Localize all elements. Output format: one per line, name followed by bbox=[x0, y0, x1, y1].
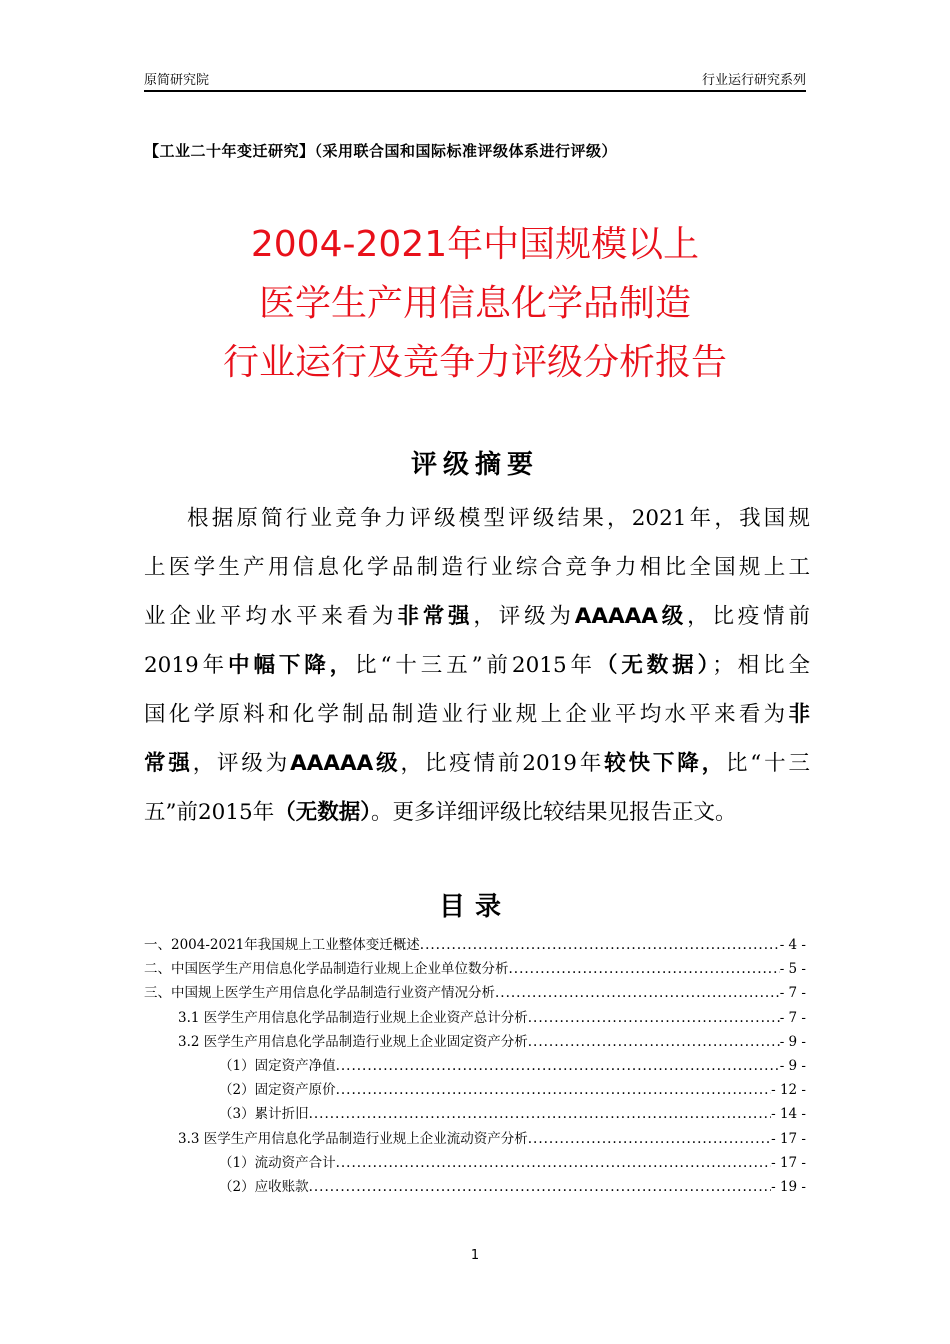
toc-leader-dots bbox=[336, 1151, 772, 1175]
summary-text: ，评级为 bbox=[192, 751, 291, 776]
toc-entry-page: - 7 - bbox=[779, 985, 806, 1002]
toc-leader-dots bbox=[309, 1102, 772, 1126]
toc-entry-label: 三、中国规上医学生产用信息化学品制造行业资产情况分析 bbox=[144, 985, 495, 1002]
toc-entry[interactable] bbox=[144, 1175, 806, 1199]
summary-line bbox=[144, 739, 810, 788]
page-number: 1 bbox=[470, 1248, 480, 1263]
summary-text: 。更多详细评级比较结果见报告正文。 bbox=[370, 800, 737, 825]
toc-entry[interactable] bbox=[144, 1054, 806, 1078]
emphasis-text: 非常强 bbox=[397, 604, 474, 629]
toc-entry-label: （1）流动资产合计 bbox=[219, 1154, 336, 1171]
summary-line bbox=[144, 690, 810, 739]
emphasis-text: 非 bbox=[788, 702, 810, 727]
summary-text: ；相比全 bbox=[712, 653, 810, 678]
toc-leader-dots bbox=[420, 933, 780, 957]
toc-entry-page: - 14 - bbox=[771, 1106, 806, 1123]
toc-heading: 目录 bbox=[438, 892, 511, 922]
toc-entry-page: - 4 - bbox=[779, 937, 806, 953]
emphasis-text: 中幅下降， bbox=[228, 653, 356, 678]
toc-leader-dots bbox=[309, 1175, 772, 1199]
page-header bbox=[144, 66, 806, 92]
summary-text: 五”前2015年 bbox=[144, 800, 275, 825]
toc-leader-dots bbox=[528, 1030, 780, 1054]
summary-text: 业企业平均水平来看为 bbox=[144, 604, 398, 629]
toc-entry[interactable] bbox=[144, 1151, 806, 1175]
toc-entry-label: 3.3 医学生产用信息化学品制造行业规上企业流动资产分析 bbox=[178, 1130, 528, 1147]
emphasis-text: 常强 bbox=[144, 751, 193, 776]
toc-entry-label: （2）固定资产原价 bbox=[219, 1082, 336, 1099]
toc-entry-page: - 9 - bbox=[779, 1057, 806, 1074]
toc-entry-label: （3）累计折旧 bbox=[219, 1106, 309, 1123]
emphasis-text: AAAAA级 bbox=[574, 604, 688, 629]
report-title bbox=[0, 215, 950, 392]
toc-entry[interactable] bbox=[144, 1030, 806, 1054]
title-line: 行业运行及竞争力评级分析报告 bbox=[222, 342, 727, 383]
toc-entry-page: - 9 - bbox=[779, 1033, 806, 1050]
toc-entry[interactable] bbox=[144, 981, 806, 1005]
summary-text: 上医学生产用信息化学品制造行业综合竞争力相比全国规上工 bbox=[144, 555, 810, 580]
toc-entry-label: 3.1 医学生产用信息化学品制造行业规上企业资产总计分析 bbox=[178, 1009, 528, 1026]
summary-line bbox=[144, 641, 810, 690]
toc-entry-page: - 17 - bbox=[771, 1154, 806, 1171]
toc-entry-label: 二、中国医学生产用信息化学品制造行业规上企业单位数分析 bbox=[144, 961, 509, 978]
toc-entry[interactable] bbox=[144, 933, 806, 957]
toc-entry[interactable] bbox=[144, 1127, 806, 1151]
summary-text: 根据原简行业竞争力评级模型评级结果，2021年，我国规 bbox=[187, 506, 810, 531]
toc-entry-label: 3.2 医学生产用信息化学品制造行业规上企业固定资产分析 bbox=[178, 1033, 528, 1050]
emphasis-text: 较快下降， bbox=[604, 751, 726, 776]
summary-text: ，比疫情前2019年 bbox=[400, 751, 605, 776]
summary-line bbox=[144, 592, 810, 641]
summary-text: ，评级为 bbox=[473, 604, 575, 629]
toc-entry-page: - 19 - bbox=[771, 1178, 806, 1195]
toc-entry[interactable] bbox=[144, 957, 806, 981]
series-label: 【工业二十年变迁研究】（采用联合国和国际标准评级体系进行评级） bbox=[144, 142, 618, 160]
emphasis-text: （无数据） bbox=[595, 653, 713, 678]
summary-text: 国化学原料和化学制品制造业行业规上企业平均水平来看为 bbox=[144, 702, 789, 727]
toc-leader-dots bbox=[528, 1006, 780, 1030]
summary-text: 比“十三五”前2015年 bbox=[355, 653, 596, 678]
toc-leader-dots bbox=[336, 1078, 772, 1102]
toc-entry-label: （2）应收账款 bbox=[219, 1178, 309, 1195]
toc-entry[interactable] bbox=[144, 1102, 806, 1126]
title-line: 医学生产用信息化学品制造 bbox=[258, 283, 691, 324]
header-left: 原简研究院 bbox=[144, 73, 210, 88]
summary-text: 2019年 bbox=[144, 653, 229, 678]
toc-entry-label: 一、2004-2021年我国规上工业整体变迁概述 bbox=[144, 937, 420, 953]
summary-line bbox=[144, 788, 810, 837]
header-right: 行业运行研究系列 bbox=[701, 73, 806, 88]
summary-line bbox=[144, 494, 810, 543]
toc-leader-dots bbox=[336, 1054, 780, 1078]
summary-heading: 评级摘要 bbox=[410, 450, 539, 480]
emphasis-text: AAAAA级 bbox=[290, 751, 401, 776]
emphasis-text: （无数据） bbox=[274, 800, 371, 825]
toc-leader-dots bbox=[495, 981, 780, 1005]
toc-entry-page: - 7 - bbox=[779, 1009, 806, 1026]
toc-entry[interactable] bbox=[144, 1078, 806, 1102]
toc-entry-page: - 12 - bbox=[771, 1082, 806, 1099]
toc-leader-dots bbox=[528, 1127, 771, 1151]
toc-entry-page: - 5 - bbox=[779, 961, 806, 978]
summary-text: ，比疫情前 bbox=[687, 604, 810, 629]
table-of-contents bbox=[144, 933, 806, 1199]
toc-entry-page: - 17 - bbox=[771, 1130, 806, 1147]
toc-entry[interactable] bbox=[144, 1006, 806, 1030]
summary-text: 比“十三 bbox=[725, 751, 810, 776]
summary-paragraph bbox=[144, 494, 810, 837]
toc-entry-label: （1）固定资产净值 bbox=[219, 1057, 336, 1074]
toc-leader-dots bbox=[509, 957, 780, 981]
summary-line bbox=[144, 543, 810, 592]
title-line: 2004-2021年中国规模以上 bbox=[250, 224, 700, 265]
